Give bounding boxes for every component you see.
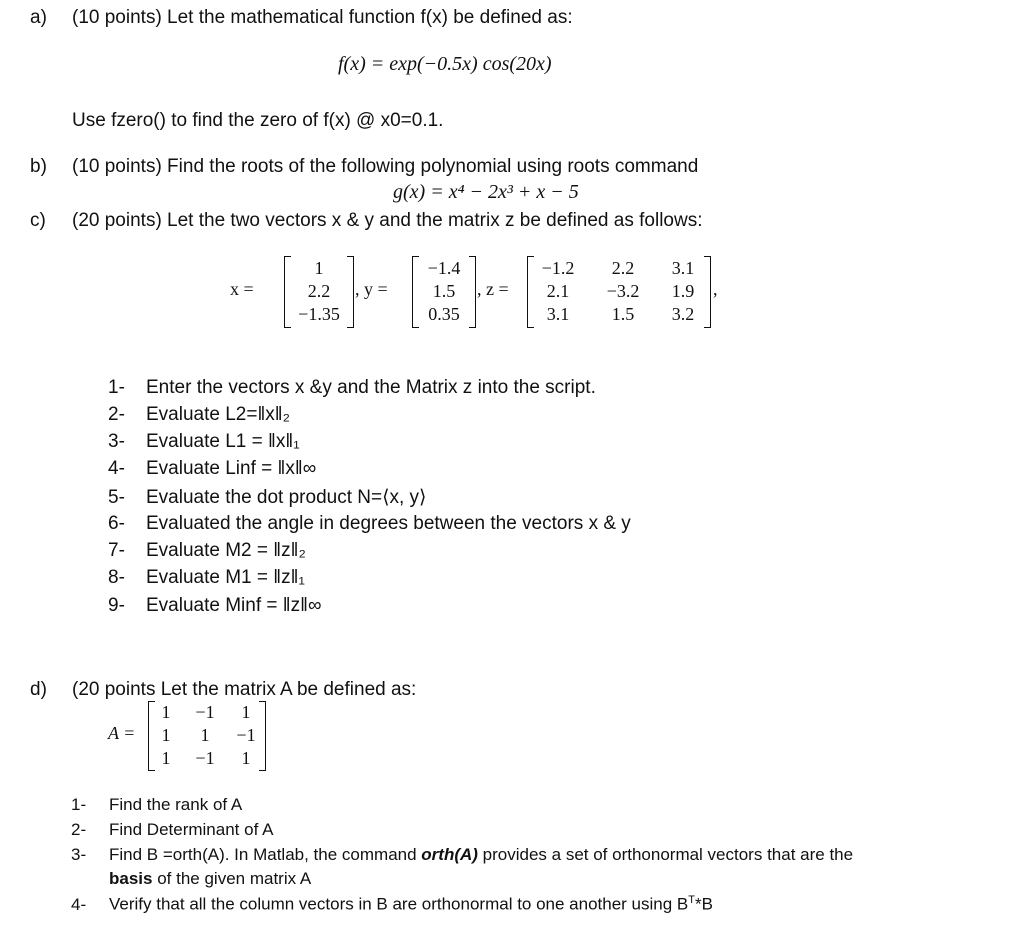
list-item: 8- Evaluate M1 = ‖z‖₁ xyxy=(108,567,305,588)
vector-entry: −1.4 xyxy=(427,258,461,278)
y-vector-label: , y = xyxy=(355,279,388,299)
matrix-entry: 1 xyxy=(241,748,251,768)
matrix-entry: 2.2 xyxy=(611,258,635,278)
part-d-marker: d) xyxy=(30,679,47,700)
x-vector-label: x = xyxy=(230,279,254,299)
part-a-heading: (10 points) Let the mathematical function f(x) be defined as: xyxy=(72,7,573,28)
x-vector xyxy=(284,256,354,328)
matrix-entry: 1 xyxy=(200,725,210,745)
part-a-instruction: Use fzero() to find the zero of f(x) @ x0=0.1. xyxy=(72,110,444,131)
matrix-entry: 3.2 xyxy=(671,304,695,324)
matrix-entry: −1 xyxy=(195,702,215,722)
list-item: 6- Evaluated the angle in degrees between the vectors x & y xyxy=(108,513,631,534)
list-item-continuation: basis of the given matrix A xyxy=(109,869,312,888)
list-item: 5- Evaluate the dot product N=⟨x, y⟩ xyxy=(108,487,427,508)
part-b-equation: g(x) = x⁴ − 2x³ + x − 5 xyxy=(393,181,579,203)
matrix-trailing-comma: , xyxy=(713,279,718,299)
matrix-entry: 3.1 xyxy=(671,258,695,278)
part-b-heading: (10 points) Find the roots of the following polynomial using roots command xyxy=(72,156,699,177)
list-item: 7- Evaluate M2 = ‖z‖₂ xyxy=(108,540,306,561)
part-c-heading: (20 points) Let the two vectors x & y and the matrix z be defined as follows: xyxy=(72,210,703,231)
part-d-heading: (20 points Let the matrix A be defined as: xyxy=(72,679,417,700)
vector-entry: −1.35 xyxy=(298,304,340,324)
list-item: 9- Evaluate Minf = ‖z‖∞ xyxy=(108,595,322,616)
matrix-entry: 1 xyxy=(241,702,251,722)
vector-entry: 1 xyxy=(314,258,324,278)
list-item: 1- Find the rank of A xyxy=(71,795,243,814)
list-item: 4- Verify that all the column vectors in B are orthonormal to one another using $B^T*B$ xyxy=(71,894,713,914)
vector-entry: 2.2 xyxy=(307,281,331,301)
y-vector xyxy=(412,256,476,328)
part-b-marker: b) xyxy=(30,156,47,177)
list-item: 2- Evaluate L2=‖x‖₂ xyxy=(108,404,291,425)
matrix-entry: 1 xyxy=(161,702,171,722)
a-matrix-label: A = xyxy=(108,723,136,743)
list-item: 1- Enter the vectors x &y and the Matrix z into the script. xyxy=(108,377,596,398)
matrix-entry: 1 xyxy=(161,725,171,745)
part-a-marker: a) xyxy=(30,7,47,28)
matrix-entry: 1.9 xyxy=(671,281,695,301)
part-a-equation: f(x) = exp(−0.5x) cos(20x) xyxy=(338,53,552,75)
list-item: 4- Evaluate Linf = ‖x‖∞ xyxy=(108,458,317,479)
matrix-entry: −1.2 xyxy=(541,258,575,278)
z-matrix-label: , z = xyxy=(477,279,509,299)
matrix-entry: 3.1 xyxy=(546,304,570,324)
vector-entry: 1.5 xyxy=(432,281,456,301)
a-matrix xyxy=(148,701,266,771)
matrix-entry: 2.1 xyxy=(546,281,570,301)
matrix-entry: −1 xyxy=(236,725,256,745)
matrix-entry: 1.5 xyxy=(611,304,635,324)
matrix-entry: 1 xyxy=(161,748,171,768)
list-item: 2- Find Determinant of A xyxy=(71,820,274,839)
part-c-marker: c) xyxy=(30,210,46,231)
matrix-entry: −1 xyxy=(195,748,215,768)
list-item: 3- Find B =orth(A). In Matlab, the command orth(A) provides a set of orthonormal vectors that are the xyxy=(71,845,854,864)
vector-entry: 0.35 xyxy=(428,304,460,324)
matrix-entry: −3.2 xyxy=(606,281,640,301)
list-item: 3- Evaluate L1 = ‖x‖₁ xyxy=(108,431,300,452)
z-matrix xyxy=(527,256,711,328)
